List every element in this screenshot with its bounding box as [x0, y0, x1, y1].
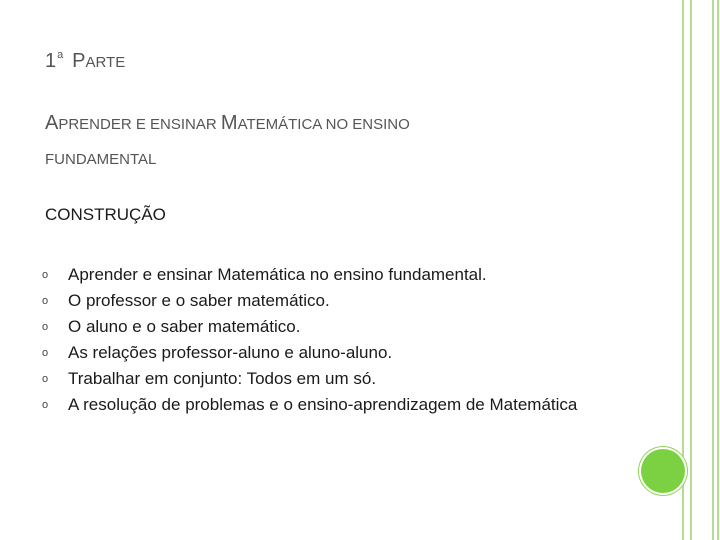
main-title-part-m: ATEMÁTICA NO ENSINO: [237, 116, 410, 133]
main-title-initial-m: M: [220, 112, 238, 134]
list-item: [42, 340, 602, 366]
frame-line: [712, 0, 714, 540]
part-title: [45, 38, 125, 75]
list-item-text: As relações professor-aluno e aluno-aluno.: [68, 343, 393, 362]
main-title-line-2: FUNDAMENTAL: [45, 151, 157, 168]
green-circle-icon: [641, 449, 685, 493]
frame-line: [690, 0, 692, 540]
list-item: [42, 262, 602, 288]
frame-line: [717, 0, 719, 540]
frame-line: [682, 0, 684, 540]
list-item: [42, 314, 602, 340]
list-item-text: O aluno e o saber matemático.: [68, 317, 301, 336]
bullet-circle-icon: o: [42, 269, 49, 281]
bullet-circle-icon: o: [42, 347, 49, 359]
part-number: 1: [45, 50, 57, 72]
list-item: [42, 392, 602, 418]
list-item: [42, 288, 602, 314]
main-title-initial-a: A: [45, 112, 59, 134]
part-rest: ARTE: [85, 54, 126, 71]
main-title: [45, 104, 605, 177]
bullet-circle-icon: o: [42, 321, 49, 333]
main-title-line-1: [45, 104, 605, 142]
list-item-text: Trabalhar em conjunto: Todos em um só.: [68, 369, 377, 388]
section-subtitle: CONSTRUÇÃO: [45, 205, 166, 224]
list-item: [42, 366, 602, 392]
bullet-circle-icon: o: [42, 295, 49, 307]
list-item-text: Aprender e ensinar Matemática no ensino fundamental.: [68, 265, 487, 284]
list-item-text: O professor e o saber matemático.: [68, 291, 330, 310]
bullet-list: [42, 262, 602, 418]
bullet-circle-icon: o: [42, 399, 49, 411]
main-title-part-a: PRENDER E ENSINAR: [58, 116, 221, 133]
list-item-text: A resolução de problemas e o ensino-aprendizagem de Matemática: [68, 395, 578, 414]
part-first-letter: P: [72, 50, 86, 72]
bullet-circle-icon: o: [42, 373, 49, 385]
part-superscript: a: [57, 49, 64, 61]
